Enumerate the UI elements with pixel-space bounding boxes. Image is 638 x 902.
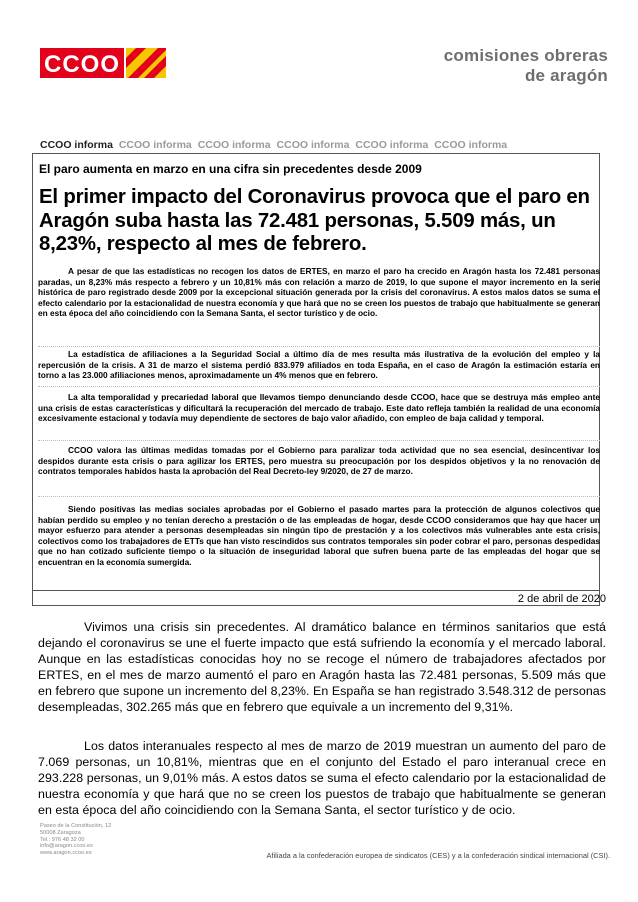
summary-paragraph-4 xyxy=(38,445,600,477)
informa-item: CCOO informa xyxy=(355,139,429,151)
brand-line-1: comisiones obreras xyxy=(443,46,608,65)
summary-paragraph-3 xyxy=(38,392,600,424)
address-line: Tel.: 976 48 32 00 xyxy=(40,836,85,843)
address-line: info@aragon.ccoo.es xyxy=(40,843,93,850)
informa-item: CCOO informa xyxy=(276,139,350,151)
informa-item: CCOO informa xyxy=(40,139,113,151)
address-line: www.aragon.ccoo.es xyxy=(40,850,92,857)
footer-affiliation: Afiliada a la confederación europea de sindicatos (CES) y a la confederación sindical internacional (CSI). xyxy=(266,851,610,860)
divider xyxy=(38,346,600,347)
publication-date: 2 de abril de 2020 xyxy=(517,593,606,605)
divider xyxy=(38,496,600,497)
divider xyxy=(38,386,600,387)
divider xyxy=(38,440,600,441)
informa-bar xyxy=(40,139,610,151)
logo-wordmark: CCOO xyxy=(44,51,120,78)
address-line: Paseo de la Constitución, 12 xyxy=(40,823,112,829)
date-divider xyxy=(32,590,600,591)
summary-paragraph-1 xyxy=(38,266,600,319)
summary-text: La alta temporalidad y precariedad laboral que llevamos tiempo denunciando desde CCOO, hace que se destruya más empleo ante una crisis de estas características y dificultará la recuperación del mercado de trabajo. Este dato refleja también la realidad de una economía excesivamente estacional y todavía muy dependiente de sectores de bajo valor añadido, con empleo de baja calidad y temporal. xyxy=(38,392,600,424)
ccoo-logo-graphic xyxy=(40,48,166,78)
summary-subtitle: El paro aumenta en marzo en una cifra sin precedentes desde 2009 xyxy=(39,162,422,176)
summary-text: La estadística de afiliaciones a la Seguridad Social a último día de mes resulta más ilustrativa de la evolución del empleo y la repercusión de la crisis. A 31 de marzo el sistema perdió 833.979 afiliados en toda España, en el caso de Aragón la estimación estaría en torno a las 23.000 afiliaciones menos, aproximadamente un 4% menos que en febrero. xyxy=(38,349,600,381)
informa-item: CCOO informa xyxy=(118,139,192,151)
ccoo-logo xyxy=(40,48,166,78)
footer-address xyxy=(40,823,180,857)
summary-text: Siendo positivas las medias sociales aprobadas por el Gobierno el pasado martes para la protección de algunos colectivos que habían perdido su empleo y no tenían derecho a prestación o de las empleadas de hogar, desde CCOO consideramos que hay que hacer un mayor esfuerzo para atender a personas desempleadas sin ningún tipo de prestación y a los colectivos más vulnerables ante esta crisis, colectivos como los trabajadores de ETTs que han visto rescindidos sus contratos temporales sin poder cobrar el paro, personas despedidas que no han cotizado suficiente tiempo o la situación de inseguridad laboral que sufren buena parte de las empleadas del hogar que se encuentran en la economía sumergida. xyxy=(38,504,600,567)
body-paragraph-1 xyxy=(38,620,606,715)
headline: El primer impacto del Coronavirus provoca que el paro en Aragón suba hasta las 72.481 personas, 5.509 más, un 8,23%, respecto al mes de febrero. xyxy=(39,186,590,255)
informa-item: CCOO informa xyxy=(197,139,271,151)
body-text: Los datos interanuales respecto al mes de marzo de 2019 muestran un aumento del paro de 7.069 personas, un 10,81%, mientras que en el conjunto del Estado el paro interanual crece en 293.228 personas, un 9,01% más. A estos datos se suma el efecto calendario por la estacionalidad de nuestra economía y que hará que no se creen los puestos de trabajo que habitualmente se generan en esta época del año coincidiendo con la Semana Santa, el sector turístico y de ocio. xyxy=(38,739,606,817)
summary-paragraph-5 xyxy=(38,504,600,568)
body-text: Vivimos una crisis sin precedentes. Al dramático balance en términos sanitarios que está dejando el coronavirus se une el fuerte impacto que está sufriendo la economía y el mercado laboral. Aunque en las estadísticas conocidas hoy no se recoge el número de trabajadores afectados por ERTES, en el mes de marzo aumentó el paro en Aragón hasta las 72.481 personas, 5.509 más que en febrero que supone un incremento del 8,23%. En España se han registrado 3.548.312 de personas desempleadas, 302.265 más que en febrero que equivale a un incremento del 9,31%. xyxy=(38,620,606,714)
informa-item: CCOO informa xyxy=(434,139,508,151)
summary-text: CCOO valora las últimas medidas tomadas por el Gobierno para paralizar toda actividad que no sea esencial, desincentivar los despidos durante esta crisis o para agilizar los ERTES, pero muestra su preocupación por los despidos objetivos y la no renovación de contratos temporales habidos hasta la aprobación del Real Decreto-ley 9/2020, de 27 de marzo. xyxy=(38,445,600,477)
address-line: 50008 Zaragoza xyxy=(40,829,81,836)
summary-text: A pesar de que las estadísticas no recogen los datos de ERTES, en marzo el paro ha crecido en Aragón hasta los 72.481 personas paradas, un 8,23% más respecto a febrero y un 10,81% más con relación a marzo de 2019, lo que supone el mayor incremento en la serie histórica de paro registrado desde 2009 por la excepcional situación generada por la crisis del coronavirus. A estos malos datos se suma el efecto calendario por la estacionalidad de nuestra economía y que hará que no se creen los puestos de trabajo que habitualmente se generan en esta época del año coincidiendo con la Semana Santa, el sector turístico y de ocio. xyxy=(38,266,600,319)
brand-line-2: de aragón xyxy=(524,66,608,85)
body-paragraph-2 xyxy=(38,739,606,819)
summary-paragraph-2 xyxy=(38,349,600,381)
brand-name xyxy=(430,46,608,86)
